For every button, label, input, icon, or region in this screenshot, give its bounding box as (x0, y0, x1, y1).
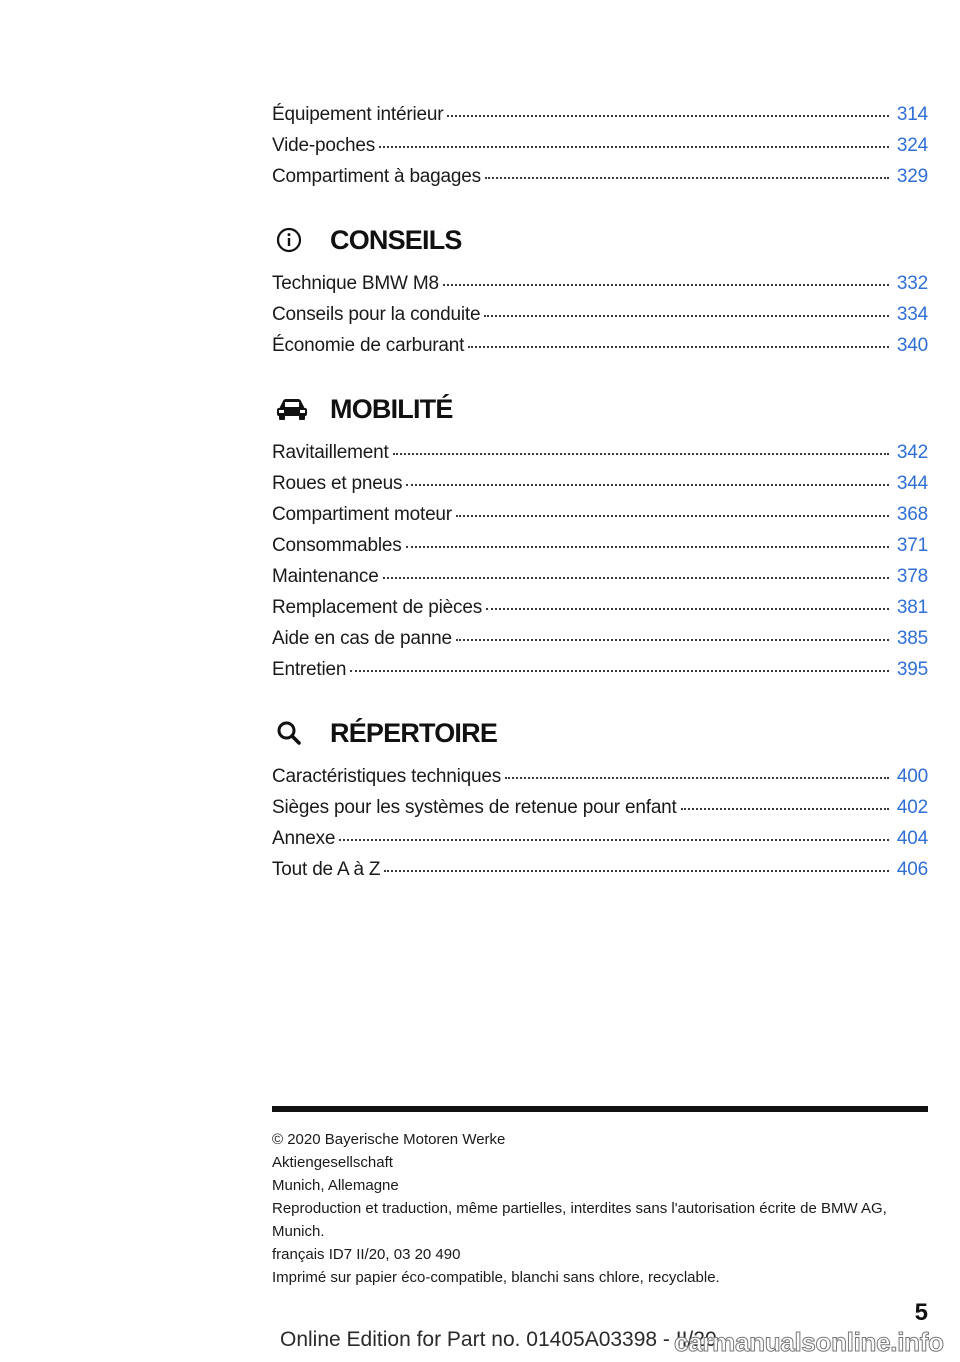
toc-entry-page-link[interactable]: 342 (896, 442, 928, 463)
toc-entry[interactable] (272, 504, 928, 535)
toc-leader-dots (443, 270, 889, 286)
toc-entry-title: Consommables (272, 535, 402, 556)
toc-entry[interactable] (272, 628, 928, 659)
search-icon (272, 718, 316, 748)
toc-leader-dots (384, 856, 889, 872)
toc-entry-page-link[interactable]: 368 (896, 504, 928, 525)
toc-entry-title: Sièges pour les systèmes de retenue pour enfant (272, 797, 677, 818)
table-of-contents (272, 104, 928, 890)
toc-leader-dots (456, 625, 889, 641)
toc-entry-title: Entretien (272, 659, 347, 680)
imprint-line: Munich, Allemagne (272, 1177, 399, 1194)
toc-entry-page-link[interactable]: 314 (896, 104, 928, 125)
toc-entry-title: Technique BMW M8 (272, 273, 439, 294)
imprint-line: Aktiengesellschaft (272, 1154, 393, 1171)
toc-entry[interactable] (272, 535, 928, 566)
toc-entry-page-link[interactable]: 402 (896, 797, 928, 818)
toc-entry[interactable] (272, 335, 928, 366)
toc-entry-page-link[interactable]: 329 (896, 166, 928, 187)
toc-entry-page-link[interactable]: 378 (896, 566, 928, 587)
toc-leader-dots (485, 163, 889, 179)
toc-entry-title: Équipement intérieur (272, 104, 444, 125)
section-title: CONSEILS (330, 224, 462, 255)
imprint-line: français ID7 II/20, 03 20 490 (272, 1246, 461, 1263)
toc-entry-page-link[interactable]: 395 (896, 659, 928, 680)
toc-leader-dots (468, 332, 889, 348)
toc-leader-dots (505, 763, 889, 779)
section-heading-conseils (272, 207, 928, 273)
toc-entry-title: Compartiment à bagages (272, 166, 481, 187)
toc-entry[interactable] (272, 797, 928, 828)
toc-leader-dots (484, 301, 889, 317)
info-icon (272, 225, 316, 255)
imprint-line: © 2020 Bayerische Motoren Werke (272, 1131, 506, 1148)
toc-entry[interactable] (272, 659, 928, 690)
toc-entry-title: Conseils pour la conduite (272, 304, 481, 325)
toc-entry[interactable] (272, 859, 928, 890)
online-edition-note: Online Edition for Part no. 01405A03398 - II/20 (280, 1328, 717, 1351)
toc-entry-page-link[interactable]: 334 (896, 304, 928, 325)
toc-entry-page-link[interactable]: 381 (896, 597, 928, 618)
toc-entry-page-link[interactable]: 404 (896, 828, 928, 849)
toc-leader-dots (406, 532, 889, 548)
toc-leader-dots (339, 825, 889, 841)
toc-entry-page-link[interactable]: 385 (896, 628, 928, 649)
toc-leader-dots (486, 594, 889, 610)
toc-entry[interactable] (272, 442, 928, 473)
watermark: carmanualsonline.info (674, 1327, 944, 1357)
section-heading-mobilite (272, 376, 928, 442)
toc-entry-title: Maintenance (272, 566, 379, 587)
section-heading-repertoire (272, 700, 928, 766)
toc-entry-page-link[interactable]: 400 (896, 766, 928, 787)
toc-entry-title: Aide en cas de panne (272, 628, 452, 649)
toc-entry-page-link[interactable]: 344 (896, 473, 928, 494)
toc-entry-page-link[interactable]: 371 (896, 535, 928, 556)
toc-leader-dots (393, 439, 889, 455)
section-title: RÉPERTOIRE (330, 717, 498, 748)
car-icon (272, 394, 316, 424)
toc-top-group (272, 104, 928, 197)
toc-leader-dots (383, 563, 889, 579)
imprint-line: Reproduction et traduction, même partielles, interdites sans l'autorisation écrite de BMW AG, (272, 1200, 887, 1217)
toc-entry[interactable] (272, 273, 928, 304)
toc-leader-dots (406, 470, 889, 486)
toc-entry-title: Ravitaillement (272, 442, 389, 463)
toc-entry[interactable] (272, 135, 928, 166)
section-title: MOBILITÉ (330, 393, 453, 424)
toc-entry[interactable] (272, 566, 928, 597)
imprint-line: Imprimé sur papier éco-compatible, blanchi sans chlore, recyclable. (272, 1269, 720, 1286)
toc-entry[interactable] (272, 597, 928, 628)
toc-entry-title: Tout de A à Z (272, 859, 381, 880)
toc-entry-title: Caractéristiques techniques (272, 766, 502, 787)
toc-entry[interactable] (272, 166, 928, 197)
toc-entry-page-link[interactable]: 406 (896, 859, 928, 880)
toc-leader-dots (456, 501, 889, 517)
toc-entry-page-link[interactable]: 340 (896, 335, 928, 356)
toc-entry[interactable] (272, 104, 928, 135)
toc-entry[interactable] (272, 304, 928, 335)
toc-entry-title: Annexe (272, 828, 336, 849)
toc-leader-dots (681, 794, 889, 810)
toc-entry-page-link[interactable]: 332 (896, 273, 928, 294)
toc-entry-title: Économie de carburant (272, 335, 465, 356)
imprint-line: Munich. (272, 1223, 325, 1240)
toc-leader-dots (447, 101, 889, 117)
toc-entry[interactable] (272, 828, 928, 859)
page-number: 5 (914, 1299, 928, 1326)
toc-entry[interactable] (272, 766, 928, 797)
toc-entry-title: Remplacement de pièces (272, 597, 482, 618)
toc-entry-title: Vide-poches (272, 135, 376, 156)
toc-entry[interactable] (272, 473, 928, 504)
toc-leader-dots (379, 132, 889, 148)
toc-leader-dots (350, 656, 889, 672)
toc-entry-title: Compartiment moteur (272, 504, 452, 525)
toc-entry-page-link[interactable]: 324 (896, 135, 928, 156)
toc-entry-title: Roues et pneus (272, 473, 403, 494)
imprint-footer (272, 1106, 928, 1289)
